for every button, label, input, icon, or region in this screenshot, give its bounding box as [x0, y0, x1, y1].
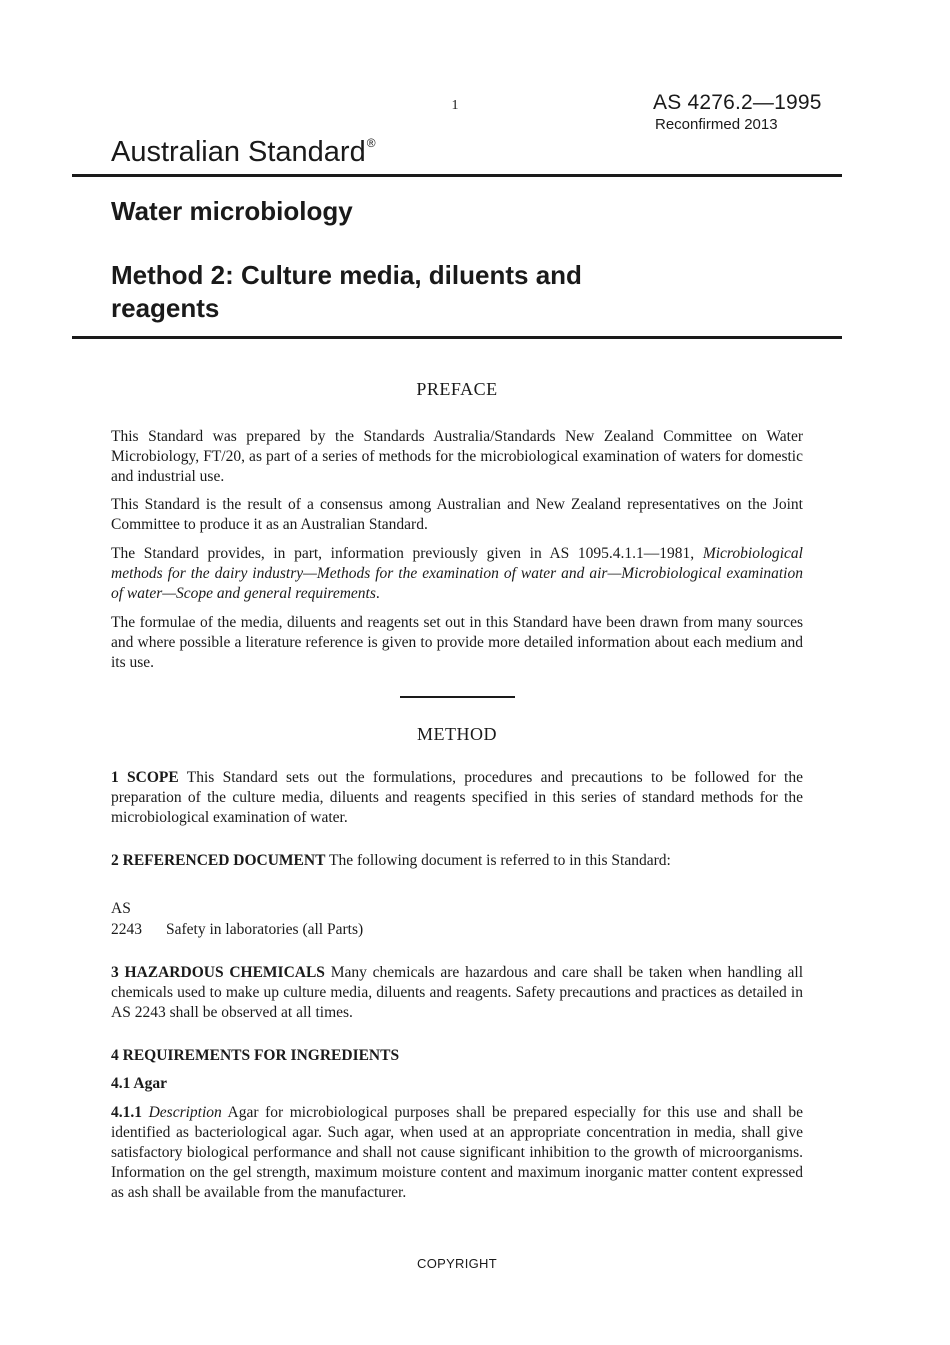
page-number: 1 — [451, 98, 459, 113]
clause-haz-text: Many chemicals are hazardous and care shall be taken when handling all chemicals used to make up culture media, diluents and reagents. Safety precautions and practices as detailed in AS 2243 shall be observed at all times. — [111, 964, 804, 1021]
clause-ref-heading: 2 REFERENCED DOCUMENT — [111, 852, 326, 869]
standard-number: AS 4276.2—1995 — [653, 91, 822, 114]
ref-entry — [111, 920, 803, 940]
clause-scope — [111, 768, 803, 828]
preface-p3-prefix: The Standard provides, in part, information previously given in AS 1095.4.1.1—1981, — [111, 545, 703, 562]
preface-paragraph-1: This Standard was prepared by the Standards Australia/Standards New Zealand Committee on Water Microbiology, FT/20, as part of a series of methods for the microbiological examination of waters for domestic and industrial use. — [111, 428, 803, 485]
clause-referenced-document — [111, 851, 803, 871]
document-title: Water microbiology — [111, 196, 353, 226]
clause-scope-heading: 1 SCOPE — [111, 769, 179, 786]
top-divider — [72, 174, 842, 177]
preface-p3-suffix: . — [375, 585, 380, 602]
clause-haz-heading: 3 HAZARDOUS CHEMICALS — [111, 964, 325, 981]
clause-requirements-heading: 4 REQUIREMENTS FOR INGREDIENTS — [111, 1047, 400, 1064]
preface-paragraph-3 — [111, 544, 803, 604]
ref-code: 2243 — [111, 921, 142, 938]
reconfirmed-note: Reconfirmed 2013 — [655, 116, 778, 133]
copyright-footer: COPYRIGHT — [417, 1256, 497, 1271]
clause-hazardous-chemicals — [111, 963, 803, 1023]
brand-title — [111, 136, 376, 169]
ref-prefix: AS — [111, 900, 131, 917]
clause-desc-text: Agar for microbiological purposes shall be prepared especially for this use and shall be identified as bacteriological agar. Such agar, when used at an appropriate concentration in media, shall give satisfactory biological performance and shall not cause significant inhibition to the growth of microorganisms. Information on the gel strength, maximum moisture content and maximum inorganic matter content expressed as ash shall be available from the manufacturer. — [111, 1104, 803, 1201]
cited-standard-title: Microbiological methods for the dairy industry—Methods for the examination of water and air—Microbiological examination of water—Scope and general requirements — [111, 545, 803, 602]
preface-paragraph-2: This Standard is the result of a consensus among Australian and New Zealand representatives on the Joint Committee to produce it as an Australian Standard. — [111, 496, 803, 533]
section-separator — [400, 696, 515, 698]
registered-mark: ® — [366, 136, 376, 150]
method-heading: METHOD — [417, 724, 497, 744]
clause-scope-text: This Standard sets out the formulations, procedures and precautions to be followed for the preparation of the culture media, diluents and reagents specified in this series of standard methods for the microbiological examination of water. — [111, 769, 803, 826]
clause-agar-heading: 4.1 Agar — [111, 1075, 167, 1092]
clause-agar-description — [111, 1103, 803, 1203]
clause-desc-label: Description — [148, 1104, 222, 1121]
document-subtitle: Method 2: Culture media, diluents and reagents — [111, 260, 582, 323]
ref-title: Safety in laboratories (all Parts) — [166, 921, 364, 938]
preface-heading: PREFACE — [416, 379, 498, 399]
title-divider — [72, 336, 842, 339]
preface-paragraph-4: The formulae of the media, diluents and reagents set out in this Standard have been drawn from many sources and where possible a literature reference is given to provide more detailed information about each medium and its use. — [111, 614, 803, 671]
clause-desc-number: 4.1.1 — [111, 1104, 142, 1121]
brand-text: Australian Standard — [111, 136, 366, 168]
clause-ref-text: The following document is referred to in this Standard: — [329, 852, 671, 869]
